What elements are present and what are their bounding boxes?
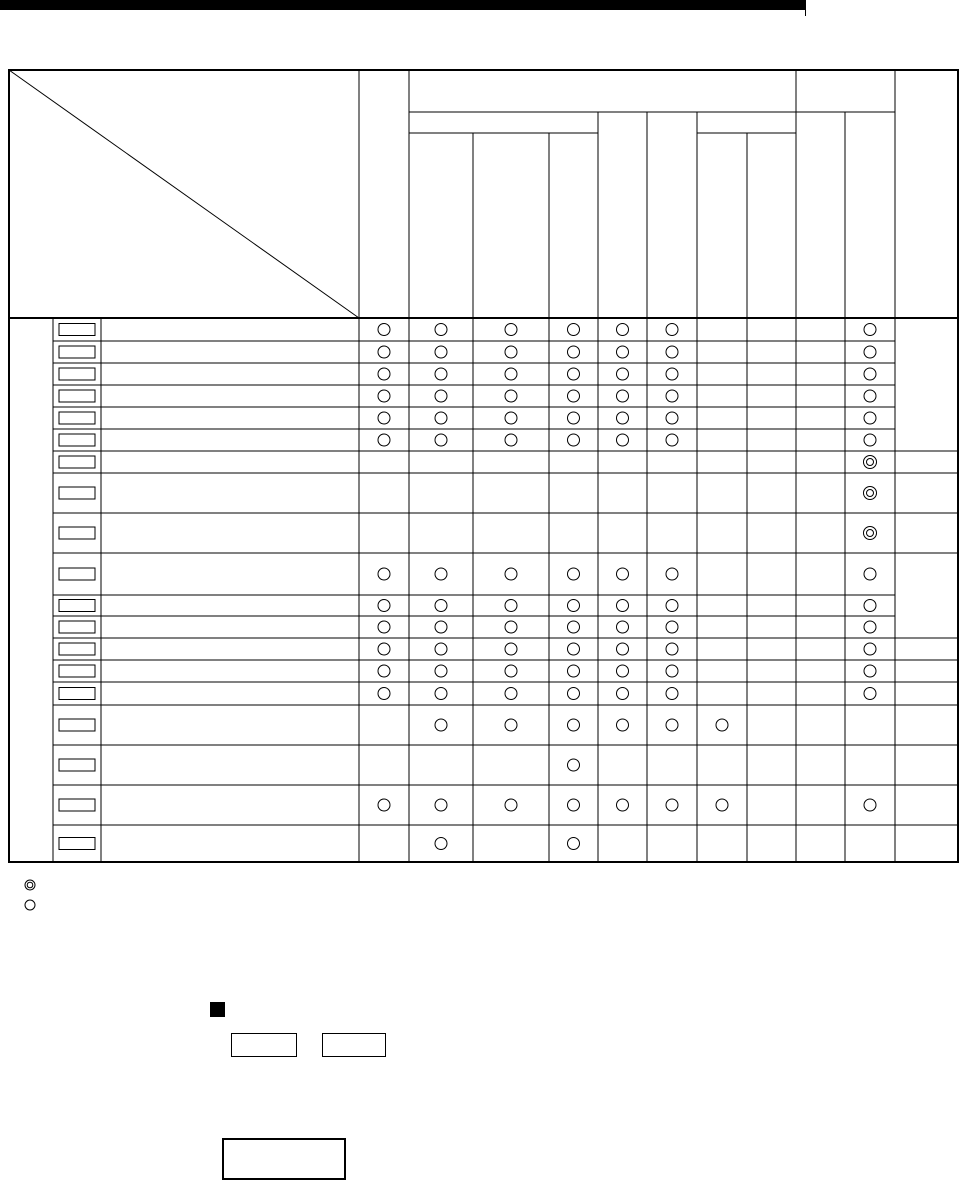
circle-mark [568, 838, 580, 850]
circle-mark [435, 688, 447, 700]
circle-mark [568, 688, 580, 700]
circle-mark [435, 665, 447, 677]
circle-mark [378, 799, 390, 811]
circle-mark [864, 799, 876, 811]
circle-mark [505, 390, 517, 402]
instruction-key-box [59, 412, 95, 424]
instruction-key-box [59, 434, 95, 446]
circle-mark [435, 390, 447, 402]
circle-mark [568, 719, 580, 731]
circle-mark [378, 346, 390, 358]
circle-mark [378, 568, 390, 580]
circle-mark [864, 412, 876, 424]
circle-mark [716, 719, 728, 731]
circle-mark [435, 719, 447, 731]
instruction-key-box [59, 665, 95, 677]
circle-mark [617, 568, 629, 580]
circle-mark [568, 759, 580, 771]
circle-mark [505, 346, 517, 358]
circle-mark [378, 688, 390, 700]
circle-mark [666, 600, 678, 612]
circle-mark [617, 324, 629, 336]
circle-mark [435, 600, 447, 612]
instruction-key-box [59, 600, 95, 612]
circle-mark [568, 412, 580, 424]
circle-mark [666, 719, 678, 731]
circle-mark [666, 324, 678, 336]
circle-mark [864, 390, 876, 402]
circle-mark [505, 600, 517, 612]
circle-mark [505, 665, 517, 677]
instruction-key-box [59, 643, 95, 655]
instruction-key-box [59, 346, 95, 358]
circle-mark [666, 643, 678, 655]
instruction-key-box [59, 456, 95, 468]
circle-mark [505, 688, 517, 700]
circle-mark [864, 368, 876, 380]
circle-mark [617, 346, 629, 358]
circle-mark [864, 324, 876, 336]
instruction-key-box [59, 719, 95, 731]
circle-mark [435, 568, 447, 580]
double-circle-mark [864, 487, 877, 500]
circle-mark [568, 368, 580, 380]
circle-mark [378, 324, 390, 336]
circle-mark [505, 799, 517, 811]
circle-mark [864, 665, 876, 677]
circle-mark [864, 600, 876, 612]
header-diagonal [9, 70, 359, 318]
table-frame [9, 70, 958, 862]
circle-mark [435, 412, 447, 424]
circle-mark [568, 390, 580, 402]
circle-mark [617, 621, 629, 633]
instruction-key-box [59, 838, 95, 850]
circle-mark [568, 665, 580, 677]
circle-mark [864, 621, 876, 633]
circle-mark [378, 643, 390, 655]
circle-mark [378, 390, 390, 402]
circle-mark [378, 600, 390, 612]
circle-mark [435, 799, 447, 811]
circle-mark [864, 643, 876, 655]
double-circle-mark-inner [867, 530, 874, 537]
key-button-a[interactable] [231, 1033, 297, 1057]
circle-mark [435, 434, 447, 446]
circle-mark [617, 799, 629, 811]
circle-mark [435, 838, 447, 850]
instruction-key-box [59, 759, 95, 771]
circle-mark [378, 434, 390, 446]
circle-mark [666, 799, 678, 811]
instruction-key-box [59, 688, 95, 700]
circle-mark [568, 621, 580, 633]
circle-mark [617, 600, 629, 612]
circle-mark [435, 324, 447, 336]
circle-mark [666, 665, 678, 677]
circle-mark [568, 799, 580, 811]
instruction-key-box [59, 487, 95, 499]
circle-mark [505, 621, 517, 633]
legend-circle [24, 899, 36, 911]
circle-mark [568, 434, 580, 446]
circle-mark [378, 665, 390, 677]
circle-icon [24, 899, 36, 911]
circle-mark [666, 621, 678, 633]
circle-mark [505, 324, 517, 336]
double-circle-mark-inner [867, 490, 874, 497]
double-circle-mark-inner [867, 459, 874, 466]
instruction-key-box [59, 527, 95, 539]
circle-mark [505, 412, 517, 424]
circle-mark [666, 434, 678, 446]
circle-mark [568, 324, 580, 336]
circle-mark [378, 412, 390, 424]
circle-mark [864, 688, 876, 700]
circle-mark [617, 719, 629, 731]
circle-mark [864, 434, 876, 446]
circle-mark [666, 412, 678, 424]
circle-mark [505, 368, 517, 380]
circle-mark [666, 390, 678, 402]
circle-mark [378, 621, 390, 633]
circle-mark [505, 719, 517, 731]
circle-mark [505, 643, 517, 655]
circle-mark [617, 688, 629, 700]
circle-mark [617, 368, 629, 380]
circle-mark [568, 643, 580, 655]
circle-mark [864, 568, 876, 580]
circle-mark [617, 390, 629, 402]
key-button-b[interactable] [322, 1033, 386, 1057]
instruction-key-box [59, 568, 95, 580]
double-circle-mark [864, 456, 877, 469]
circle-mark [666, 568, 678, 580]
legend-double-circle [24, 879, 36, 891]
circle-mark [617, 643, 629, 655]
circle-mark [435, 643, 447, 655]
circle-mark [716, 799, 728, 811]
circle-mark [568, 600, 580, 612]
instruction-key-box [59, 621, 95, 633]
double-circle-icon [24, 879, 36, 891]
instruction-key-box [59, 390, 95, 402]
circle-mark [864, 346, 876, 358]
circle-mark [505, 434, 517, 446]
circle-mark [666, 346, 678, 358]
double-circle-mark [864, 527, 877, 540]
reference-box [222, 1138, 346, 1180]
circle-mark [505, 568, 517, 580]
instruction-key-box [59, 324, 95, 336]
circle-mark [435, 346, 447, 358]
circle-mark [435, 621, 447, 633]
circle-mark [568, 346, 580, 358]
circle-mark [435, 368, 447, 380]
instruction-key-box [59, 368, 95, 380]
section-marker [210, 1002, 225, 1017]
circle-mark [568, 568, 580, 580]
circle-mark [617, 412, 629, 424]
circle-mark [378, 368, 390, 380]
circle-mark [617, 665, 629, 677]
circle-mark [666, 688, 678, 700]
circle-mark [666, 368, 678, 380]
instruction-key-box [59, 799, 95, 811]
circle-mark [617, 434, 629, 446]
